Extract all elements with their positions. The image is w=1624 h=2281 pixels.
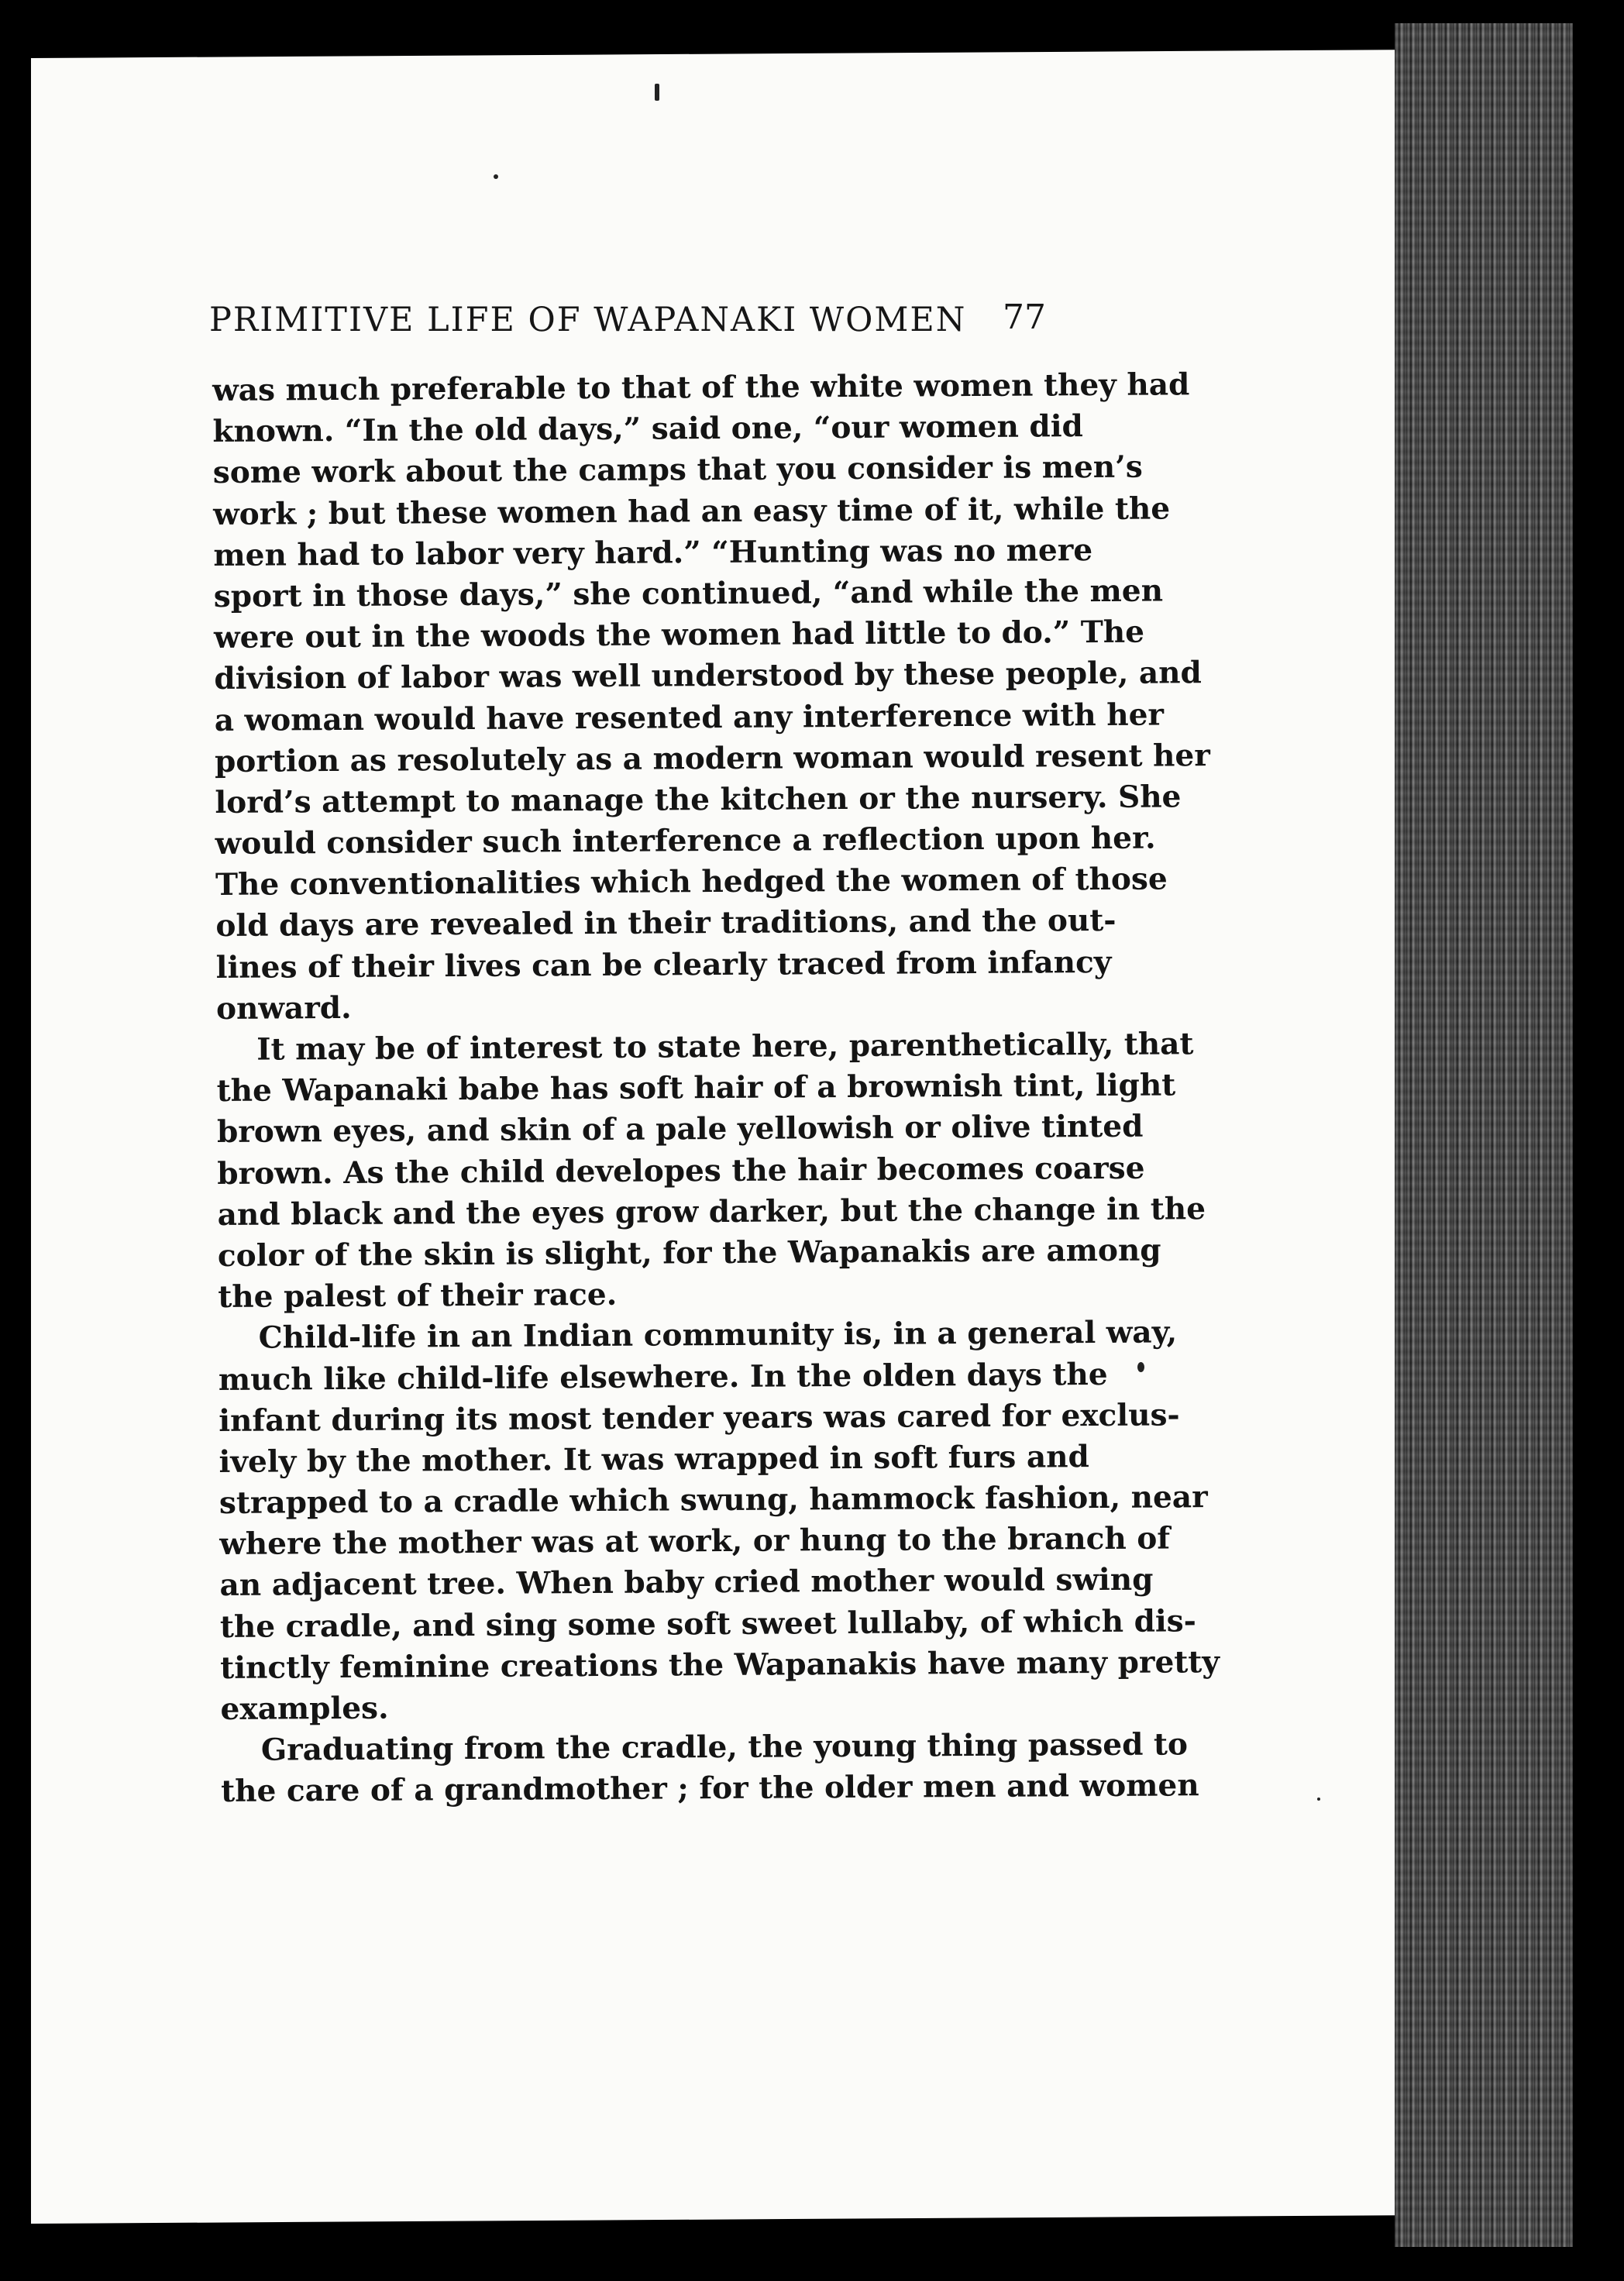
book-page-edges <box>1395 23 1573 2247</box>
text-line: and black and the eyes grow darker, but the change in the <box>217 1190 1206 1233</box>
text-line: would consider such interference a reflection upon her. <box>215 820 1156 862</box>
text-line: much like child-life elsewhere. In the olden days the <box>218 1356 1108 1398</box>
text-line: the care of a grandmother ; for the older men and women <box>221 1767 1199 1810</box>
text-line: work ; but these women had an easy time of it, while the <box>212 490 1171 532</box>
text-line: color of the skin is slight, for the Wapanakis are among <box>217 1232 1161 1274</box>
paragraph-start-line: It may be of interest to state here, parenthetically, that <box>256 1026 1194 1068</box>
ink-speck <box>494 174 498 179</box>
text-line: lines of their lives can be clearly traced from infancy <box>215 944 1112 986</box>
text-line: brown. As the child developes the hair becomes coarse <box>217 1150 1145 1192</box>
text-line: the cradle, and sing some soft sweet lullaby, of which dis- <box>219 1602 1197 1645</box>
text-line: old days are revealed in their traditions, and the out- <box>215 903 1116 944</box>
ink-speck <box>1137 1362 1144 1372</box>
body-text <box>212 365 1220 1812</box>
text-line: an adjacent tree. When baby cried mother would swing <box>219 1562 1154 1604</box>
text-line: the Wapanaki babe has soft hair of a brownish tint, light <box>216 1067 1176 1110</box>
text-line: division of labor was well understood by these people, and <box>214 655 1202 697</box>
ink-speck <box>1317 1798 1320 1801</box>
paragraph-start-line: Graduating from the cradle, the young thing passed to <box>260 1726 1189 1768</box>
text-line: strapped to a cradle which swung, hammock fashion, near <box>218 1479 1208 1522</box>
text-line: lord’s attempt to manage the kitchen or the nursery. She <box>215 779 1182 821</box>
text-line: onward. <box>215 989 352 1027</box>
text-line: known. “In the old days,” said one, “our women did <box>212 408 1083 450</box>
text-line: some work about the camps that you consider is men’s <box>212 449 1143 491</box>
text-line: infant during its most tender years was cared for exclus- <box>218 1397 1180 1439</box>
text-line: brown eyes, and skin of a pale yellowish or olive tinted <box>216 1109 1144 1151</box>
text-line: were out in the woods the women had little to do.” The <box>213 614 1145 656</box>
ink-speck <box>655 84 659 101</box>
running-title: PRIMITIVE LIFE OF WAPANAKI WOMEN <box>209 301 967 339</box>
page-number: 77 <box>1003 298 1046 337</box>
text-line: The conventionalities which hedged the women of those <box>215 861 1168 903</box>
text-line: portion as resolutely as a modern woman would resent her <box>214 737 1210 779</box>
paragraph-start-line: Child-life in an Indian community is, in a general way, <box>258 1314 1178 1356</box>
text-line: examples. <box>220 1690 389 1727</box>
text-line: the palest of their race. <box>218 1276 618 1316</box>
running-head <box>209 298 1046 347</box>
text-line: where the mother was at work, or hung to the branch of <box>219 1520 1171 1563</box>
text-line: a woman would have resented any interference with her <box>214 697 1165 738</box>
text-line: sport in those days,” she continued, “and while the men <box>213 573 1164 614</box>
text-line: was much preferable to that of the white women they had <box>212 366 1190 408</box>
text-line: men had to labor very hard.” “Hunting was no mere <box>213 532 1093 573</box>
text-line: tinctly feminine creations the Wapanakis have many pretty <box>220 1643 1220 1686</box>
text-line: ively by the mother. It was wrapped in soft furs and <box>218 1438 1089 1480</box>
